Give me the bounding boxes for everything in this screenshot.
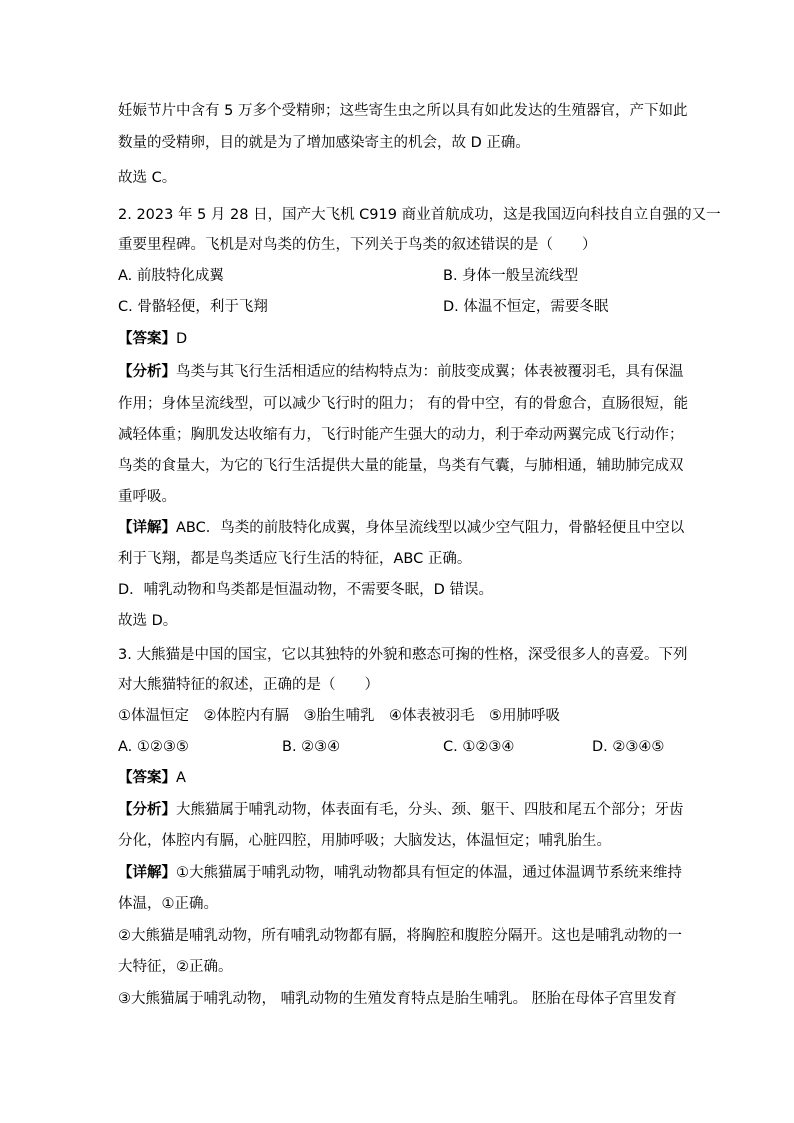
q2-analysis — [118, 362, 684, 382]
q2-detail — [118, 518, 684, 538]
q2-option-b: B. 身体一般呈流线型 — [443, 268, 579, 284]
text-line: 重呼吸。 — [118, 489, 176, 505]
q2-answer — [118, 329, 187, 349]
text-line: 分化，体腔内有膈，心脏四腔，用肺呼吸；大脑发达，体温恒定；哺乳胎生。 — [118, 833, 611, 849]
q3-detail — [118, 863, 682, 883]
q3-analysis — [118, 800, 684, 820]
q3-option-b: B. ②③④ — [282, 739, 341, 755]
q2-option-c: C. 骨骼轻便，利于飞翔 — [118, 299, 268, 315]
answer-tag: 【答案】 — [118, 331, 176, 347]
text-line: 故选 C。 — [118, 170, 177, 186]
question-3-stem: 3. 大熊猫是中国的国宝，它以其独特的外貌和憨态可掬的性格，深受很多人的喜爱。下列 — [118, 647, 688, 663]
analysis-tag: 【分析】 — [118, 802, 176, 818]
text-line: 鸟类的食量大，为它的飞行生活提供大量的能量，鸟类有气囊，与肺相通，辅助肺完成双 — [118, 458, 684, 474]
text-line: ③大熊猫属于哺乳动物， 哺乳动物的生殖发育特点是胎生哺乳。 胚胎在母体子宫里发育 — [118, 991, 677, 1007]
q2-option-d: D. 体温不恒定，需要冬眠 — [443, 299, 609, 315]
q3-option-d: D. ②③④⑤ — [592, 739, 665, 755]
q3-answer — [118, 768, 186, 788]
analysis-tag: 【分析】 — [118, 364, 176, 380]
text-line: 数量的受精卵，目的就是为了增加感染寄主的机会，故 D 正确。 — [118, 135, 530, 151]
detail-tag: 【详解】 — [118, 865, 176, 881]
text-line: 故选 D。 — [118, 613, 178, 629]
text-line: 妊娠节片中含有 5 万多个受精卵；这些寄生虫之所以具有如此发达的生殖器官，产下如此 — [118, 103, 688, 119]
text-line: 减轻体重；胸肌发达收缩有力，飞行时能产生强大的动力，利于牵动两翼完成飞行动作； — [118, 427, 684, 443]
analysis-text: 鸟类与其飞行生活相适应的结构特点为：前肢变成翼；体表被覆羽毛，具有保温 — [176, 364, 684, 380]
question-3-stem: 对大熊猫特征的叙述，正确的是（ ） — [118, 677, 379, 693]
question-3-items: ①体温恒定 ②体腔内有膈 ③胎生哺乳 ④体表被羽毛 ⑤用肺呼吸 — [118, 708, 560, 724]
answer-value: D — [176, 331, 188, 347]
answer-value: A — [176, 770, 186, 786]
text-line: 作用；身体呈流线型，可以减少飞行时的阻力； 有的骨中空，有的骨愈合，直肠很短，能 — [118, 396, 689, 412]
text-line: 大特征，②正确。 — [118, 959, 233, 975]
question-2-stem: 重要里程碑。飞机是对鸟类的仿生，下列关于鸟类的叙述错误的是（ ） — [118, 237, 597, 253]
text-line: 体温，①正确。 — [118, 896, 218, 912]
answer-tag: 【答案】 — [118, 770, 176, 786]
q2-option-a: A. 前肢特化成翼 — [118, 268, 224, 284]
analysis-text: 大熊猫属于哺乳动物，体表面有毛，分头、颈、躯干、四肢和尾五个部分；牙齿 — [176, 802, 684, 818]
text-line: ②大熊猫是哺乳动物，所有哺乳动物都有膈，将胸腔和腹腔分隔开。这也是哺乳动物的一 — [118, 928, 682, 944]
question-2-stem: 2. 2023 年 5 月 28 日，国产大飞机 C919 商业首航成功，这是我国迈向科技自立自强的又一 — [118, 207, 721, 223]
q3-option-c: C. ①②③④ — [443, 739, 515, 755]
text-line: D．哺乳动物和鸟类都是恒温动物，不需要冬眠，D 错误。 — [118, 582, 493, 598]
detail-text: ①大熊猫属于哺乳动物，哺乳动物都具有恒定的体温，通过体温调节系统来维持 — [176, 865, 682, 881]
detail-text: ABC．鸟类的前肢特化成翼，身体呈流线型以减少空气阻力，骨骼轻便且中空以 — [176, 520, 685, 536]
q3-option-a: A. ①②③⑤ — [118, 739, 189, 755]
text-line: 利于飞翔，都是鸟类适应飞行生活的特征，ABC 正确。 — [118, 551, 472, 567]
detail-tag: 【详解】 — [118, 520, 176, 536]
